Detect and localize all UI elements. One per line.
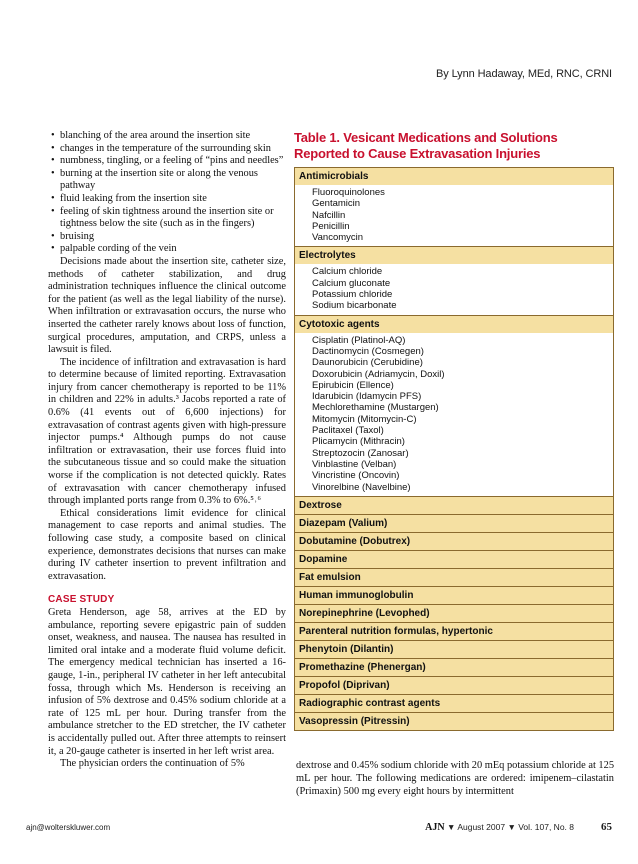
symptom-list (48, 130, 286, 256)
table-item: Penicillin (312, 220, 350, 232)
triangle-icon: ▼ (507, 822, 516, 832)
table-category-heading: Fat emulsion (295, 568, 613, 586)
table-item: Fluoroquinolones (312, 187, 385, 198)
table-category-heading: Vasopressin (Pitressin) (295, 712, 613, 730)
body-paragraph: Greta Henderson, age 58, arrives at the ED by ambulance, reporting severe epigastric pain of sudden onset, weakness, and nausea. The nausea has resulted in limited oral intake and a moderate fluid volume deficit. The emergency medical technician has inserted a 16-gauge, 1-in., peripheral IV catheter in her left antecubital fossa, through which Ms. Henderson is receiving an infusion of 5% dextrose and 0.45% sodium chloride at a rate of 125 mL per hour. During transfer from the ambulance stretcher to the ED stretcher, the IV catheter is accidentally pulled out. After three attempts to reinsert it, a 20-gauge catheter is inserted in her left wrist area. (48, 606, 286, 757)
table-item: Doxorubicin (Adriamycin, Doxil) (312, 368, 445, 380)
body-paragraph: Decisions made about the insertion site, catheter size, methods of catheter stabilization, and drug administration techniques influence the clinical outcome for the patient (as well as the legal liability of the nurse). When infiltration or extravasation occurs, the nurse who inserted the catheter rarely knows about loss of function, surgical procedures, amputation, and CRPS, unless a lawsuit is filed. (48, 255, 286, 356)
table-category-heading: Diazepam (Valium) (295, 514, 613, 532)
table-item: Epirubicin (Ellence) (312, 379, 394, 391)
table-category-heading: Electrolytes (295, 246, 613, 264)
table-category-items (295, 264, 613, 314)
table-item: Vinblastine (Velban) (312, 458, 397, 470)
list-item: • fluid leaking from the insertion site (48, 193, 286, 206)
table-category-heading: Parenteral nutrition formulas, hypertonic (295, 622, 613, 640)
table-category-heading: Dobutamine (Dobutrex) (295, 532, 613, 550)
table-category-heading: Radiographic contrast agents (295, 694, 613, 712)
table-category-heading: Dopamine (295, 550, 613, 568)
table-item: Gentamicin (312, 198, 361, 210)
body-paragraph: Ethical considerations limit evidence for clinical management to case reports and animal studies. The following case study, a composite based on clinical experience, demonstrates decisions that nurses can make during IV catheter insertion to prevent infiltration and extravasation. (48, 507, 286, 582)
table-category-heading: Antimicrobials (295, 168, 613, 185)
list-item: • palpable cording of the vein (48, 243, 286, 256)
table-column (294, 130, 614, 731)
section-heading: CASE STUDY (48, 594, 115, 606)
list-item: • bruising (48, 231, 286, 244)
table-item: Potassium chloride (312, 289, 393, 301)
body-paragraph: The incidence of infiltration and extravasation is hard to determine because of limited reporting. Extravasation injury from cancer chemotherapy is reported to be 11% in children and 22% in adults.³ Jacobs reported a rate of 0.6% (41 events out of 6,600 injections) for extravasation of contrast agents given with high-pressure injector pumps.⁴ Although pumps do not cause infiltration or extravasation, their use forces fluid into the subcutaneous tissue and so could make the situation worse if the complication is not detected quickly. Rates of extravasation with cancer chemotherapy infused through implanted ports range from 0.3% to 6%.⁵˒⁶ (48, 356, 286, 507)
table-category-heading: Human immunoglobulin (295, 586, 613, 604)
table-item: Daunorubicin (Cerubidine) (312, 357, 423, 369)
table-item: Plicamycin (Mithracin) (312, 436, 405, 448)
triangle-icon: ▼ (447, 822, 456, 832)
table-item: Vinorelbine (Navelbine) (312, 481, 411, 493)
journal-name: AJN (425, 822, 445, 833)
table-item: Mitomycin (Mitomycin-C) (312, 413, 417, 425)
table-category-items (295, 333, 613, 496)
body-paragraph: dextrose and 0.45% sodium chloride with 20 mEq potassium chloride at 125 mL per hour. The following medications are ordered: imipenem–cilastatin (Primaxin) 500 mg every eight hours by intermittent (296, 760, 615, 797)
page-number: 65 (601, 821, 612, 833)
list-item: • feeling of skin tightness around the insertion site or tightness below the site (such as in the fingers) (48, 206, 286, 231)
table-category-heading: Norepinephrine (Levophed) (295, 604, 613, 622)
table-item: Sodium bicarbonate (312, 300, 397, 312)
author-byline: By Lynn Hadaway, MEd, RNC, CRNI (435, 68, 612, 80)
table-item: Calcium gluconate (312, 277, 391, 289)
footer-journal-info (425, 822, 574, 833)
page-footer (26, 821, 612, 835)
table-item: Nafcillin (312, 209, 346, 221)
table-title: Table 1. Vesicant Medications and Solutions Reported to Cause Extravasation Injuries (294, 130, 558, 161)
table-item: Paclitaxel (Taxol) (312, 425, 384, 437)
table-category-heading: Phenytoin (Dilantin) (295, 640, 613, 658)
table-item: Calcium chloride (312, 266, 383, 278)
table-item: Vancomycin (312, 232, 364, 244)
table-category-heading: Promethazine (Phenergan) (295, 658, 613, 676)
vesicant-table (294, 167, 614, 731)
left-column (48, 130, 286, 771)
table-category-items (295, 185, 613, 246)
list-item: • burning at the insertion site or along the venous pathway (48, 168, 286, 193)
issue-date: August 2007 (457, 822, 506, 832)
table-item: Dactinomycin (Cosmegen) (312, 345, 424, 357)
footer-email: ajn@wolterskluwer.com (26, 823, 111, 832)
table-item: Cisplatin (Platinol-AQ) (312, 334, 406, 346)
list-item: • blanching of the area around the insertion site (48, 130, 286, 143)
list-item: • numbness, tingling, or a feeling of “pins and needles” (48, 155, 286, 168)
table-item: Streptozocin (Zanosar) (312, 447, 409, 459)
table-item: Vincristine (Oncovin) (312, 470, 400, 482)
table-item: Mechlorethamine (Mustargen) (312, 402, 439, 414)
table-category-heading: Cytotoxic agents (295, 315, 613, 333)
table-category-heading: Propofol (Diprivan) (295, 676, 613, 694)
right-column-text (296, 760, 614, 798)
table-category-heading: Dextrose (295, 496, 613, 514)
body-paragraph: The physician orders the continuation of 5% (60, 758, 245, 770)
table-item: Idarubicin (Idamycin PFS) (312, 391, 422, 403)
volume-info: Vol. 107, No. 8 (518, 822, 574, 832)
list-item: • changes in the temperature of the surrounding skin (48, 143, 286, 156)
